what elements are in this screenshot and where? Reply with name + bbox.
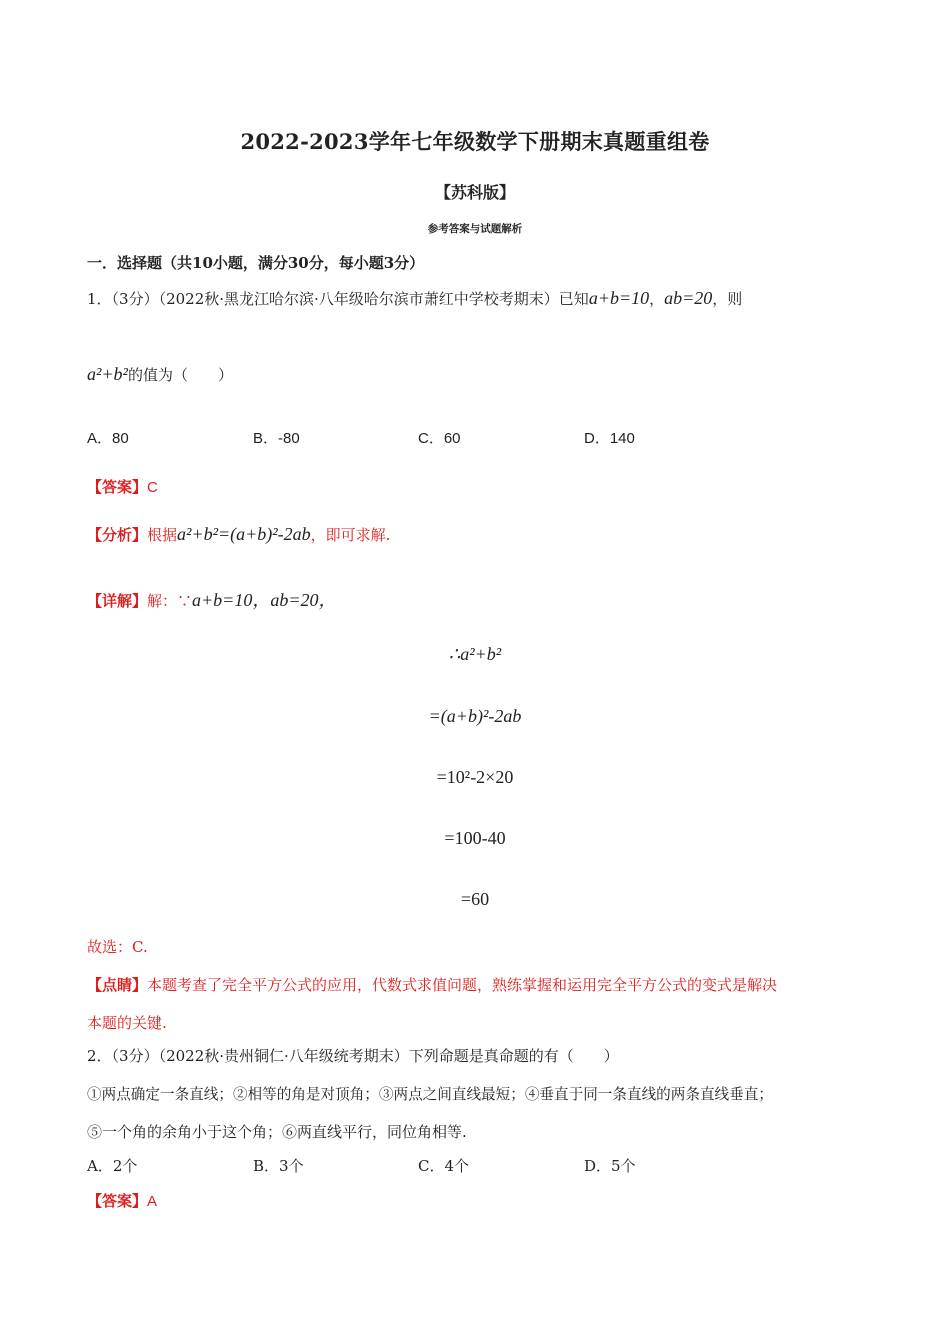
q2-option-a: A．2个: [87, 1157, 138, 1175]
q2-answer-tag: 【答案】: [87, 1192, 148, 1210]
edition-label: 【苏科版】: [434, 183, 515, 202]
q1-option-d: D．140: [584, 430, 635, 447]
answer-section-title: 参考答案与试题解析: [427, 223, 523, 235]
q2-statements-line2: ⑤一个角的余角小于这个角；⑥两直线平行，同位角相等.: [87, 1123, 467, 1141]
q1-step-5: =60: [460, 889, 490, 909]
q1-stem: 1．（3分）（2022秋·黑龙江哈尔滨·八年级哈尔滨市萧红中学校考期末）已知: [87, 290, 589, 308]
q1-stem-line: [87, 288, 742, 309]
q2-option-d: D．5个: [584, 1157, 636, 1175]
q2-option-c: C．4个: [418, 1157, 470, 1175]
q1-comment-line2: 本题的关键.: [87, 1014, 167, 1032]
q1-condition-a: a+b=10: [588, 288, 650, 308]
q1-detail-line: [87, 586, 336, 612]
q1-condition-b: ab=20: [664, 288, 713, 308]
q1-detail-pre: 解：∵: [147, 592, 193, 610]
q1-stem-end: ，则: [712, 290, 743, 308]
page-title: 2022-2023学年七年级数学下册期末真题重组卷: [240, 129, 710, 154]
q1-option-c: C．60: [418, 430, 461, 447]
q1-step-3: =10²-2×20: [436, 767, 514, 787]
q1-step-4: =100-40: [444, 828, 506, 848]
q1-analysis-line: [87, 524, 390, 545]
q1-detail-expr: a+b=10，ab=20，: [192, 590, 337, 610]
q1-analysis-post: ，即可求解.: [310, 526, 391, 544]
q2-answer-value: A: [147, 1193, 158, 1210]
q2-option-b: B．3个: [253, 1157, 304, 1175]
q1-stem-line2: [87, 364, 233, 385]
q1-answer-value: C: [147, 479, 158, 496]
q1-comment-line1: [87, 974, 777, 995]
q1-answer-line: [87, 476, 158, 497]
q1-step-1: ∴a²+b²: [448, 644, 502, 664]
q1-choose: 故选：C.: [87, 938, 148, 956]
q1-detail-tag: 【详解】: [87, 592, 148, 610]
q1-analysis-tag: 【分析】: [87, 526, 148, 544]
q1-condition-sep: ，: [649, 290, 665, 308]
q1-comment-tag: 【点睛】: [87, 976, 148, 994]
q1-stem-line2-text: 的值为（ ）: [127, 366, 233, 384]
q1-option-b: B．-80: [253, 430, 300, 447]
section-heading: 一．选择题（共10小题，满分30分，每小题3分）: [87, 254, 425, 272]
q1-answer-tag: 【答案】: [87, 478, 148, 496]
q2-answer-line: [87, 1190, 157, 1211]
q1-expression: a²+b²: [87, 364, 128, 384]
q1-option-a: A．80: [87, 430, 129, 447]
q2-statements-line1: ①两点确定一条直线；②相等的角是对顶角；③两点之间直线最短；④垂直于同一条直线的两条直线垂直；: [87, 1086, 773, 1103]
q1-analysis-expr: a²+b²=(a+b)²-2ab: [177, 524, 311, 544]
q1-analysis-pre: 根据: [147, 526, 178, 544]
q1-comment-text1: 本题考查了完全平方公式的应用，代数式求值问题，熟练掌握和运用完全平方公式的变式是解决: [147, 976, 778, 994]
q2-stem: 2．（3分）（2022秋·贵州铜仁·八年级统考期末）下列命题是真命题的有（ ）: [87, 1047, 619, 1065]
q1-step-2: =(a+b)²-2ab: [428, 706, 522, 726]
